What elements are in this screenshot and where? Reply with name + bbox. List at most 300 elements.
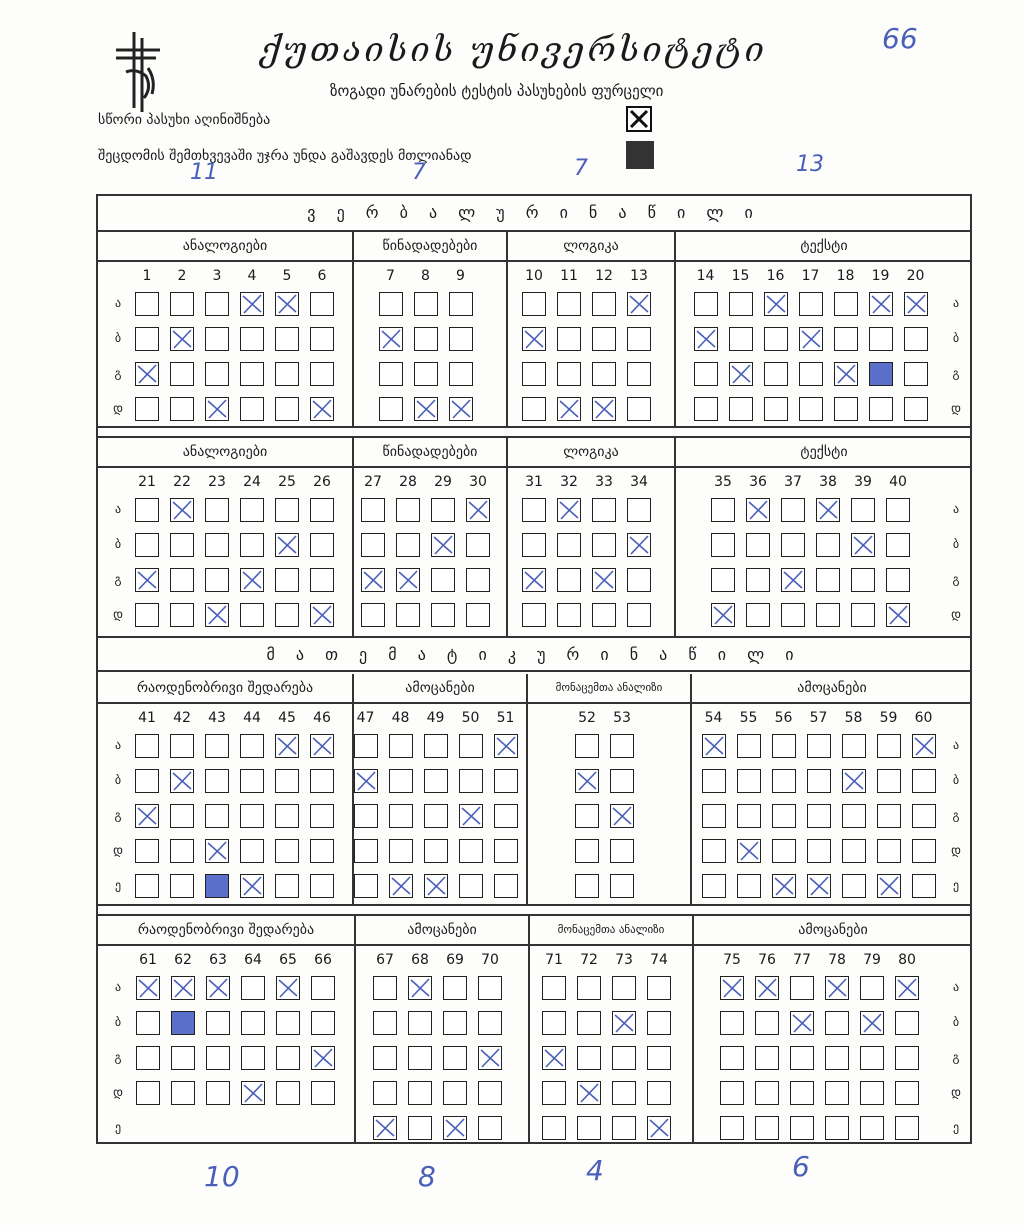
- answer-box-q31-1[interactable]: [522, 533, 546, 557]
- answer-box-q50-1[interactable]: [459, 769, 483, 793]
- answer-box-q10-3[interactable]: [522, 397, 546, 421]
- answer-box-q75-1[interactable]: [720, 1011, 744, 1035]
- answer-box-q73-3[interactable]: [612, 1081, 636, 1105]
- answer-box-q9-1[interactable]: [449, 327, 473, 351]
- answer-box-q43-0[interactable]: [205, 734, 229, 758]
- answer-box-q21-0[interactable]: [135, 498, 159, 522]
- answer-box-q62-3[interactable]: [171, 1081, 195, 1105]
- answer-box-q70-2[interactable]: [478, 1046, 502, 1070]
- answer-box-q6-0[interactable]: [310, 292, 334, 316]
- answer-box-q42-1[interactable]: [170, 769, 194, 793]
- answer-box-q79-4[interactable]: [860, 1116, 884, 1140]
- answer-box-q75-3[interactable]: [720, 1081, 744, 1105]
- answer-box-q40-3[interactable]: [886, 603, 910, 627]
- answer-box-q44-0[interactable]: [240, 734, 264, 758]
- answer-box-q15-3[interactable]: [729, 397, 753, 421]
- answer-box-q20-1[interactable]: [904, 327, 928, 351]
- answer-box-q61-1[interactable]: [136, 1011, 160, 1035]
- answer-box-q19-2[interactable]: [869, 362, 893, 386]
- answer-box-q68-1[interactable]: [408, 1011, 432, 1035]
- answer-box-q71-0[interactable]: [542, 976, 566, 1000]
- answer-box-q46-4[interactable]: [310, 874, 334, 898]
- answer-box-q23-1[interactable]: [205, 533, 229, 557]
- answer-box-q28-2[interactable]: [396, 568, 420, 592]
- answer-box-q12-0[interactable]: [592, 292, 616, 316]
- answer-box-q65-0[interactable]: [276, 976, 300, 1000]
- answer-box-q28-1[interactable]: [396, 533, 420, 557]
- answer-box-q54-2[interactable]: [702, 804, 726, 828]
- answer-box-q40-1[interactable]: [886, 533, 910, 557]
- answer-box-q58-3[interactable]: [842, 839, 866, 863]
- answer-box-q55-2[interactable]: [737, 804, 761, 828]
- answer-box-q32-2[interactable]: [557, 568, 581, 592]
- answer-box-q75-4[interactable]: [720, 1116, 744, 1140]
- answer-box-q48-1[interactable]: [389, 769, 413, 793]
- answer-box-q28-0[interactable]: [396, 498, 420, 522]
- answer-box-q46-3[interactable]: [310, 839, 334, 863]
- answer-box-q34-2[interactable]: [627, 568, 651, 592]
- answer-box-q35-2[interactable]: [711, 568, 735, 592]
- answer-box-q7-1[interactable]: [379, 327, 403, 351]
- answer-box-q76-2[interactable]: [755, 1046, 779, 1070]
- answer-box-q14-1[interactable]: [694, 327, 718, 351]
- answer-box-q76-4[interactable]: [755, 1116, 779, 1140]
- answer-box-q36-2[interactable]: [746, 568, 770, 592]
- answer-box-q57-0[interactable]: [807, 734, 831, 758]
- answer-box-q77-3[interactable]: [790, 1081, 814, 1105]
- answer-box-q52-2[interactable]: [575, 804, 599, 828]
- answer-box-q78-3[interactable]: [825, 1081, 849, 1105]
- answer-box-q11-0[interactable]: [557, 292, 581, 316]
- answer-box-q67-3[interactable]: [373, 1081, 397, 1105]
- answer-box-q72-4[interactable]: [577, 1116, 601, 1140]
- answer-box-q66-2[interactable]: [311, 1046, 335, 1070]
- answer-box-q13-3[interactable]: [627, 397, 651, 421]
- answer-box-q6-1[interactable]: [310, 327, 334, 351]
- answer-box-q21-2[interactable]: [135, 568, 159, 592]
- answer-box-q49-0[interactable]: [424, 734, 448, 758]
- answer-box-q55-0[interactable]: [737, 734, 761, 758]
- answer-box-q68-2[interactable]: [408, 1046, 432, 1070]
- answer-box-q26-3[interactable]: [310, 603, 334, 627]
- answer-box-q41-4[interactable]: [135, 874, 159, 898]
- answer-box-q44-1[interactable]: [240, 769, 264, 793]
- answer-box-q18-0[interactable]: [834, 292, 858, 316]
- answer-box-q20-0[interactable]: [904, 292, 928, 316]
- answer-box-q46-2[interactable]: [310, 804, 334, 828]
- answer-box-q48-4[interactable]: [389, 874, 413, 898]
- answer-box-q32-3[interactable]: [557, 603, 581, 627]
- answer-box-q19-3[interactable]: [869, 397, 893, 421]
- answer-box-q73-2[interactable]: [612, 1046, 636, 1070]
- answer-box-q68-0[interactable]: [408, 976, 432, 1000]
- answer-box-q77-0[interactable]: [790, 976, 814, 1000]
- answer-box-q47-3[interactable]: [354, 839, 378, 863]
- answer-box-q67-4[interactable]: [373, 1116, 397, 1140]
- answer-box-q73-1[interactable]: [612, 1011, 636, 1035]
- answer-box-q8-3[interactable]: [414, 397, 438, 421]
- answer-box-q73-4[interactable]: [612, 1116, 636, 1140]
- answer-box-q78-4[interactable]: [825, 1116, 849, 1140]
- answer-box-q22-2[interactable]: [170, 568, 194, 592]
- answer-box-q33-3[interactable]: [592, 603, 616, 627]
- answer-box-q80-0[interactable]: [895, 976, 919, 1000]
- answer-box-q56-0[interactable]: [772, 734, 796, 758]
- answer-box-q59-0[interactable]: [877, 734, 901, 758]
- answer-box-q5-3[interactable]: [275, 397, 299, 421]
- answer-box-q45-0[interactable]: [275, 734, 299, 758]
- answer-box-q20-2[interactable]: [904, 362, 928, 386]
- answer-box-q42-0[interactable]: [170, 734, 194, 758]
- answer-box-q41-1[interactable]: [135, 769, 159, 793]
- answer-box-q55-4[interactable]: [737, 874, 761, 898]
- answer-box-q39-1[interactable]: [851, 533, 875, 557]
- answer-box-q14-0[interactable]: [694, 292, 718, 316]
- answer-box-q43-1[interactable]: [205, 769, 229, 793]
- answer-box-q3-0[interactable]: [205, 292, 229, 316]
- answer-box-q8-2[interactable]: [414, 362, 438, 386]
- answer-box-q63-3[interactable]: [206, 1081, 230, 1105]
- answer-box-q11-3[interactable]: [557, 397, 581, 421]
- answer-box-q58-4[interactable]: [842, 874, 866, 898]
- answer-box-q2-0[interactable]: [170, 292, 194, 316]
- answer-box-q54-0[interactable]: [702, 734, 726, 758]
- answer-box-q63-2[interactable]: [206, 1046, 230, 1070]
- answer-box-q60-2[interactable]: [912, 804, 936, 828]
- answer-box-q25-0[interactable]: [275, 498, 299, 522]
- answer-box-q71-1[interactable]: [542, 1011, 566, 1035]
- answer-box-q53-2[interactable]: [610, 804, 634, 828]
- answer-box-q34-1[interactable]: [627, 533, 651, 557]
- answer-box-q16-3[interactable]: [764, 397, 788, 421]
- answer-box-q54-3[interactable]: [702, 839, 726, 863]
- answer-box-q77-1[interactable]: [790, 1011, 814, 1035]
- answer-box-q52-4[interactable]: [575, 874, 599, 898]
- answer-box-q30-1[interactable]: [466, 533, 490, 557]
- answer-box-q23-0[interactable]: [205, 498, 229, 522]
- answer-box-q18-1[interactable]: [834, 327, 858, 351]
- answer-box-q10-0[interactable]: [522, 292, 546, 316]
- answer-box-q13-0[interactable]: [627, 292, 651, 316]
- answer-box-q1-3[interactable]: [135, 397, 159, 421]
- answer-box-q4-2[interactable]: [240, 362, 264, 386]
- answer-box-q45-2[interactable]: [275, 804, 299, 828]
- answer-box-q42-3[interactable]: [170, 839, 194, 863]
- answer-box-q5-2[interactable]: [275, 362, 299, 386]
- answer-box-q75-2[interactable]: [720, 1046, 744, 1070]
- answer-box-q24-2[interactable]: [240, 568, 264, 592]
- answer-box-q1-1[interactable]: [135, 327, 159, 351]
- answer-box-q66-3[interactable]: [311, 1081, 335, 1105]
- answer-box-q79-1[interactable]: [860, 1011, 884, 1035]
- answer-box-q31-0[interactable]: [522, 498, 546, 522]
- answer-box-q68-3[interactable]: [408, 1081, 432, 1105]
- answer-box-q4-3[interactable]: [240, 397, 264, 421]
- answer-box-q1-2[interactable]: [135, 362, 159, 386]
- answer-box-q27-1[interactable]: [361, 533, 385, 557]
- answer-box-q56-2[interactable]: [772, 804, 796, 828]
- answer-box-q75-0[interactable]: [720, 976, 744, 1000]
- answer-box-q42-4[interactable]: [170, 874, 194, 898]
- answer-box-q63-1[interactable]: [206, 1011, 230, 1035]
- answer-box-q47-2[interactable]: [354, 804, 378, 828]
- answer-box-q7-3[interactable]: [379, 397, 403, 421]
- answer-box-q74-1[interactable]: [647, 1011, 671, 1035]
- answer-box-q40-0[interactable]: [886, 498, 910, 522]
- answer-box-q53-0[interactable]: [610, 734, 634, 758]
- answer-box-q51-1[interactable]: [494, 769, 518, 793]
- answer-box-q55-1[interactable]: [737, 769, 761, 793]
- answer-box-q23-3[interactable]: [205, 603, 229, 627]
- answer-box-q56-3[interactable]: [772, 839, 796, 863]
- answer-box-q69-1[interactable]: [443, 1011, 467, 1035]
- answer-box-q35-3[interactable]: [711, 603, 735, 627]
- answer-box-q17-1[interactable]: [799, 327, 823, 351]
- answer-box-q53-4[interactable]: [610, 874, 634, 898]
- answer-box-q21-3[interactable]: [135, 603, 159, 627]
- answer-box-q38-1[interactable]: [816, 533, 840, 557]
- answer-box-q71-2[interactable]: [542, 1046, 566, 1070]
- answer-box-q65-2[interactable]: [276, 1046, 300, 1070]
- answer-box-q4-0[interactable]: [240, 292, 264, 316]
- answer-box-q13-1[interactable]: [627, 327, 651, 351]
- answer-box-q67-1[interactable]: [373, 1011, 397, 1035]
- answer-box-q76-0[interactable]: [755, 976, 779, 1000]
- answer-box-q43-4[interactable]: [205, 874, 229, 898]
- answer-box-q45-3[interactable]: [275, 839, 299, 863]
- answer-box-q28-3[interactable]: [396, 603, 420, 627]
- answer-box-q35-1[interactable]: [711, 533, 735, 557]
- answer-box-q80-4[interactable]: [895, 1116, 919, 1140]
- answer-box-q78-0[interactable]: [825, 976, 849, 1000]
- answer-box-q19-1[interactable]: [869, 327, 893, 351]
- answer-box-q11-1[interactable]: [557, 327, 581, 351]
- answer-box-q39-0[interactable]: [851, 498, 875, 522]
- answer-box-q79-3[interactable]: [860, 1081, 884, 1105]
- answer-box-q2-2[interactable]: [170, 362, 194, 386]
- answer-box-q44-2[interactable]: [240, 804, 264, 828]
- answer-box-q36-1[interactable]: [746, 533, 770, 557]
- answer-box-q31-2[interactable]: [522, 568, 546, 592]
- answer-box-q45-4[interactable]: [275, 874, 299, 898]
- answer-box-q46-1[interactable]: [310, 769, 334, 793]
- answer-box-q47-4[interactable]: [354, 874, 378, 898]
- answer-box-q41-0[interactable]: [135, 734, 159, 758]
- answer-box-q41-3[interactable]: [135, 839, 159, 863]
- answer-box-q30-0[interactable]: [466, 498, 490, 522]
- answer-box-q62-2[interactable]: [171, 1046, 195, 1070]
- answer-box-q18-3[interactable]: [834, 397, 858, 421]
- answer-box-q8-1[interactable]: [414, 327, 438, 351]
- answer-box-q72-1[interactable]: [577, 1011, 601, 1035]
- answer-box-q49-2[interactable]: [424, 804, 448, 828]
- answer-box-q42-2[interactable]: [170, 804, 194, 828]
- answer-box-q40-2[interactable]: [886, 568, 910, 592]
- answer-box-q33-1[interactable]: [592, 533, 616, 557]
- answer-box-q80-3[interactable]: [895, 1081, 919, 1105]
- answer-box-q7-0[interactable]: [379, 292, 403, 316]
- answer-box-q79-2[interactable]: [860, 1046, 884, 1070]
- answer-box-q59-1[interactable]: [877, 769, 901, 793]
- answer-box-q10-2[interactable]: [522, 362, 546, 386]
- answer-box-q64-2[interactable]: [241, 1046, 265, 1070]
- answer-box-q14-2[interactable]: [694, 362, 718, 386]
- answer-box-q17-0[interactable]: [799, 292, 823, 316]
- answer-box-q37-3[interactable]: [781, 603, 805, 627]
- answer-box-q34-0[interactable]: [627, 498, 651, 522]
- answer-box-q60-3[interactable]: [912, 839, 936, 863]
- answer-box-q76-1[interactable]: [755, 1011, 779, 1035]
- answer-box-q61-2[interactable]: [136, 1046, 160, 1070]
- answer-box-q25-1[interactable]: [275, 533, 299, 557]
- answer-box-q56-1[interactable]: [772, 769, 796, 793]
- answer-box-q36-3[interactable]: [746, 603, 770, 627]
- answer-box-q18-2[interactable]: [834, 362, 858, 386]
- answer-box-q65-3[interactable]: [276, 1081, 300, 1105]
- answer-box-q51-3[interactable]: [494, 839, 518, 863]
- answer-box-q2-3[interactable]: [170, 397, 194, 421]
- answer-box-q59-2[interactable]: [877, 804, 901, 828]
- answer-box-q71-4[interactable]: [542, 1116, 566, 1140]
- answer-box-q77-4[interactable]: [790, 1116, 814, 1140]
- answer-box-q15-1[interactable]: [729, 327, 753, 351]
- answer-box-q22-3[interactable]: [170, 603, 194, 627]
- answer-box-q7-2[interactable]: [379, 362, 403, 386]
- answer-box-q72-2[interactable]: [577, 1046, 601, 1070]
- answer-box-q14-3[interactable]: [694, 397, 718, 421]
- answer-box-q59-4[interactable]: [877, 874, 901, 898]
- answer-box-q16-0[interactable]: [764, 292, 788, 316]
- answer-box-q80-1[interactable]: [895, 1011, 919, 1035]
- answer-box-q54-1[interactable]: [702, 769, 726, 793]
- answer-box-q15-0[interactable]: [729, 292, 753, 316]
- answer-box-q71-3[interactable]: [542, 1081, 566, 1105]
- answer-box-q33-2[interactable]: [592, 568, 616, 592]
- answer-box-q19-0[interactable]: [869, 292, 893, 316]
- answer-box-q51-4[interactable]: [494, 874, 518, 898]
- answer-box-q36-0[interactable]: [746, 498, 770, 522]
- answer-box-q67-0[interactable]: [373, 976, 397, 1000]
- answer-box-q17-2[interactable]: [799, 362, 823, 386]
- answer-box-q50-4[interactable]: [459, 874, 483, 898]
- answer-box-q27-2[interactable]: [361, 568, 385, 592]
- answer-box-q50-3[interactable]: [459, 839, 483, 863]
- answer-box-q69-0[interactable]: [443, 976, 467, 1000]
- answer-box-q47-1[interactable]: [354, 769, 378, 793]
- answer-box-q5-1[interactable]: [275, 327, 299, 351]
- answer-box-q73-0[interactable]: [612, 976, 636, 1000]
- answer-box-q62-0[interactable]: [171, 976, 195, 1000]
- answer-box-q25-3[interactable]: [275, 603, 299, 627]
- answer-box-q68-4[interactable]: [408, 1116, 432, 1140]
- answer-box-q29-2[interactable]: [431, 568, 455, 592]
- answer-box-q38-0[interactable]: [816, 498, 840, 522]
- answer-box-q24-3[interactable]: [240, 603, 264, 627]
- answer-box-q72-3[interactable]: [577, 1081, 601, 1105]
- answer-box-q64-0[interactable]: [241, 976, 265, 1000]
- answer-box-q50-0[interactable]: [459, 734, 483, 758]
- answer-box-q57-2[interactable]: [807, 804, 831, 828]
- answer-box-q3-1[interactable]: [205, 327, 229, 351]
- answer-box-q38-3[interactable]: [816, 603, 840, 627]
- answer-box-q12-2[interactable]: [592, 362, 616, 386]
- answer-box-q16-2[interactable]: [764, 362, 788, 386]
- answer-box-q4-1[interactable]: [240, 327, 264, 351]
- answer-box-q57-1[interactable]: [807, 769, 831, 793]
- answer-box-q26-0[interactable]: [310, 498, 334, 522]
- answer-box-q78-1[interactable]: [825, 1011, 849, 1035]
- answer-box-q78-2[interactable]: [825, 1046, 849, 1070]
- answer-box-q6-3[interactable]: [310, 397, 334, 421]
- answer-box-q41-2[interactable]: [135, 804, 159, 828]
- answer-box-q24-0[interactable]: [240, 498, 264, 522]
- answer-box-q58-0[interactable]: [842, 734, 866, 758]
- answer-box-q33-0[interactable]: [592, 498, 616, 522]
- answer-box-q51-0[interactable]: [494, 734, 518, 758]
- answer-box-q25-2[interactable]: [275, 568, 299, 592]
- answer-box-q54-4[interactable]: [702, 874, 726, 898]
- answer-box-q9-3[interactable]: [449, 397, 473, 421]
- answer-box-q48-0[interactable]: [389, 734, 413, 758]
- answer-box-q17-3[interactable]: [799, 397, 823, 421]
- answer-box-q49-3[interactable]: [424, 839, 448, 863]
- answer-box-q79-0[interactable]: [860, 976, 884, 1000]
- answer-box-q60-4[interactable]: [912, 874, 936, 898]
- answer-box-q16-1[interactable]: [764, 327, 788, 351]
- answer-box-q32-1[interactable]: [557, 533, 581, 557]
- answer-box-q48-2[interactable]: [389, 804, 413, 828]
- answer-box-q1-0[interactable]: [135, 292, 159, 316]
- answer-box-q67-2[interactable]: [373, 1046, 397, 1070]
- answer-box-q29-1[interactable]: [431, 533, 455, 557]
- answer-box-q58-2[interactable]: [842, 804, 866, 828]
- answer-box-q66-1[interactable]: [311, 1011, 335, 1035]
- answer-box-q37-1[interactable]: [781, 533, 805, 557]
- answer-box-q13-2[interactable]: [627, 362, 651, 386]
- answer-box-q69-2[interactable]: [443, 1046, 467, 1070]
- answer-box-q15-2[interactable]: [729, 362, 753, 386]
- answer-box-q43-3[interactable]: [205, 839, 229, 863]
- answer-box-q76-3[interactable]: [755, 1081, 779, 1105]
- answer-box-q30-3[interactable]: [466, 603, 490, 627]
- answer-box-q32-0[interactable]: [557, 498, 581, 522]
- answer-box-q29-3[interactable]: [431, 603, 455, 627]
- answer-box-q30-2[interactable]: [466, 568, 490, 592]
- answer-box-q49-1[interactable]: [424, 769, 448, 793]
- answer-box-q11-2[interactable]: [557, 362, 581, 386]
- answer-box-q3-2[interactable]: [205, 362, 229, 386]
- answer-box-q12-1[interactable]: [592, 327, 616, 351]
- answer-box-q44-3[interactable]: [240, 839, 264, 863]
- answer-box-q37-0[interactable]: [781, 498, 805, 522]
- answer-box-q53-3[interactable]: [610, 839, 634, 863]
- answer-box-q12-3[interactable]: [592, 397, 616, 421]
- answer-box-q61-0[interactable]: [136, 976, 160, 1000]
- answer-box-q57-3[interactable]: [807, 839, 831, 863]
- answer-box-q72-0[interactable]: [577, 976, 601, 1000]
- answer-box-q8-0[interactable]: [414, 292, 438, 316]
- answer-box-q46-0[interactable]: [310, 734, 334, 758]
- answer-box-q29-0[interactable]: [431, 498, 455, 522]
- answer-box-q56-4[interactable]: [772, 874, 796, 898]
- answer-box-q66-0[interactable]: [311, 976, 335, 1000]
- answer-box-q52-3[interactable]: [575, 839, 599, 863]
- answer-box-q35-0[interactable]: [711, 498, 735, 522]
- answer-box-q52-0[interactable]: [575, 734, 599, 758]
- answer-box-q21-1[interactable]: [135, 533, 159, 557]
- answer-box-q50-2[interactable]: [459, 804, 483, 828]
- answer-box-q38-2[interactable]: [816, 568, 840, 592]
